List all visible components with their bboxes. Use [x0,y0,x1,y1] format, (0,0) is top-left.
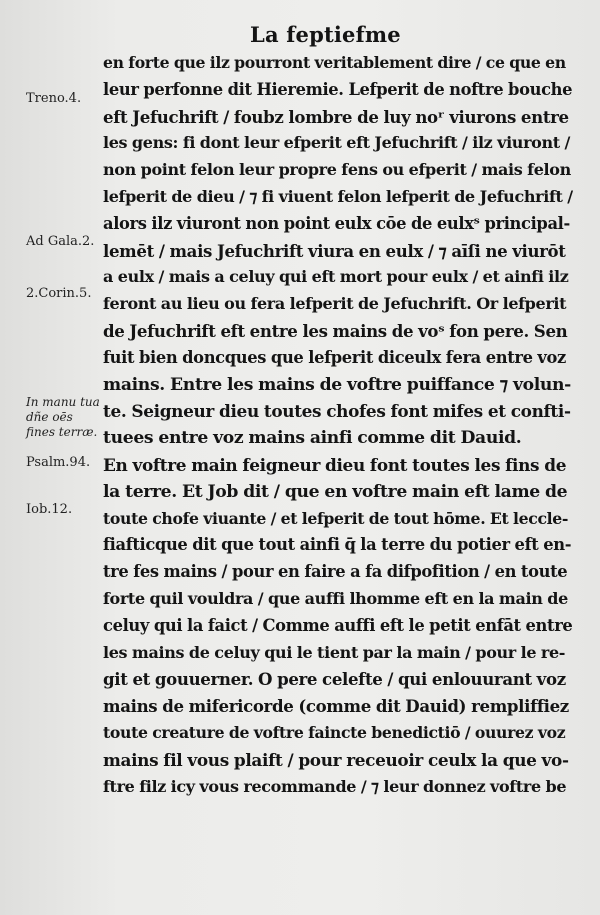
body-text [103,50,573,800]
running-header: La feptiefme [250,22,401,47]
text-line: les mains de celuy qui le tient par la main / pour le re- [103,642,566,662]
text-line: celuy qui la faict / Comme auffi eft le petit enfāt entre [103,615,573,635]
margin-note-psalm: Psalm.94. [26,455,91,470]
text-line: te. Seigneur dieu toutes chofes font mifes et confti- [103,401,571,422]
text-line: fiafticque dit que tout ainfi q̄ la terre du potier eft en- [103,535,572,555]
text-line: les gens: fi dont leur efperit eft Jefuchrift / ilz viuront / [103,133,571,153]
text-line: non point felon leur propre fens ou efperit / mais felon [103,160,571,180]
text-line: feront au lieu ou fera lefperit de Jefuchrift. Or lefperit [103,294,567,314]
text-line: mains fil vous plaift / pour receuoir ceulx la que vo- [103,749,569,770]
margin-note-latin-quote: In manu tua dñe oēs fines terræ. [26,395,100,439]
text-line: tuees entre voz mains ainfi comme dit Dauid. [103,428,522,449]
text-line: lefperit de dieu / ⁊ fi viuent felon lefperit de Jefuchrift / [103,186,573,206]
text-line: ftre filz icy vous recommande / ⁊ leur donnez voftre be [103,776,567,796]
text-line: alors ilz viuront non point eulx cōe de eulxˢ principal- [103,213,570,233]
text-line: tre fes mains / pour en faire a fa difpofition / en toute [103,562,568,582]
text-line: toute creature de voftre faincte benedictiō / ouurez voz [103,722,566,742]
text-line: toute chofe viuante / et lefperit de tout hōme. Et leccle- [103,508,569,528]
text-line: eft Jefuchrift / foubz lombre de luy noʳ viurons entre [103,106,569,127]
margin-note-corinthians: 2.Corin.5. [26,286,92,301]
text-line: fuit bien doncques que lefperit diceulx fera entre voz [103,347,566,367]
margin-note-treno: Treno.4. [26,91,82,106]
text-line: git et gouuerner. O pere celefte / qui enlouurant voz [103,669,566,690]
margin-note-job: Iob.12. [26,502,73,517]
text-line: en forte que ilz pourront veritablement dire / ce que en [103,53,566,72]
text-line: mains de mifericorde (comme dit Dauid) rempliffiez [103,696,569,717]
text-line: a eulx / mais a celuy qui eft mort pour eulx / et ainfi ilz [103,267,569,287]
text-line: lemēt / mais Jefuchrift viura en eulx / ⁊ aīſi ne viurōt [103,240,566,261]
text-line: la terre. Et Job dit / que en voftre main eft lame de [103,481,568,502]
text-line: En voftre main feigneur dieu font toutes les fins de [103,454,567,475]
text-line: forte quil vouldra / que auffi lhomme eft en la main de [103,588,568,608]
margin-note-galatians: Ad Gala.2. [26,234,95,249]
text-line: de Jefuchrift eft entre les mains de voˢ fon pere. Sen [103,320,568,341]
text-line: mains. Entre les mains de voftre puiffance ⁊ volun- [103,374,571,395]
text-line: leur perfonne dit Hieremie. Lefperit de noftre bouche [103,79,573,99]
